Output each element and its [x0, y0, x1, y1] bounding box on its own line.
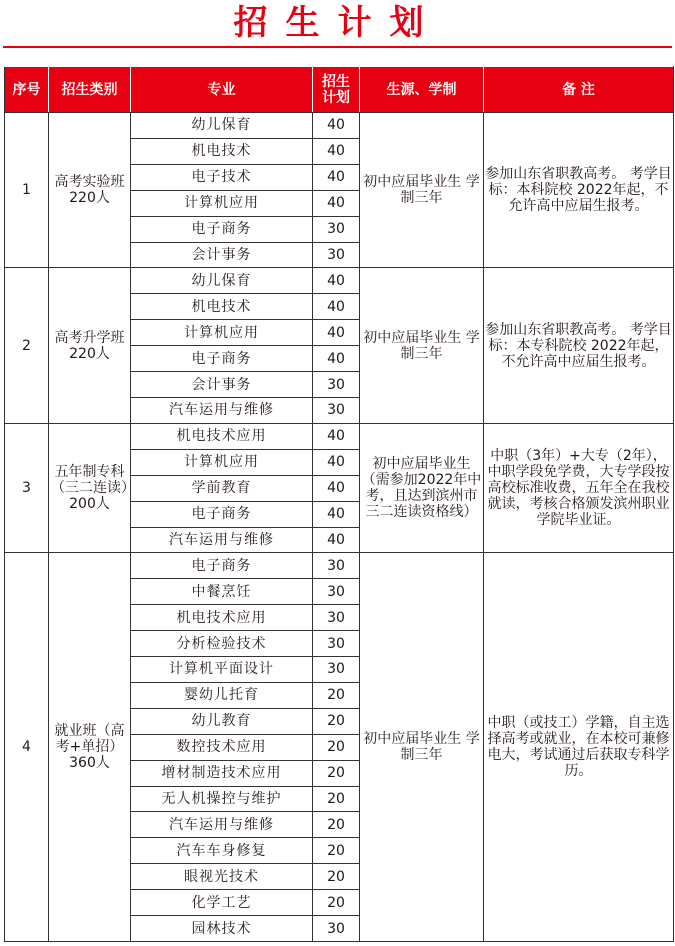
major-quota: 40 [313, 294, 360, 320]
major-name: 中餐烹饪 [131, 579, 313, 605]
major-name: 机电技术 [131, 294, 313, 320]
major-quota: 30 [313, 631, 360, 657]
major-name: 汽车运用与维修 [131, 397, 313, 423]
group-category: 就业班（高考+单招）360人 [49, 553, 131, 942]
major-name: 计算机应用 [131, 449, 313, 475]
major-quota: 20 [313, 890, 360, 916]
group-index: 1 [5, 113, 49, 268]
major-quota: 20 [313, 838, 360, 864]
major-quota: 30 [313, 242, 360, 268]
major-name: 幼儿保育 [131, 113, 313, 139]
major-name: 机电技术应用 [131, 423, 313, 449]
table-header-row [5, 67, 674, 113]
major-quota: 40 [313, 138, 360, 164]
major-quota: 40 [313, 164, 360, 190]
major-quota: 30 [313, 579, 360, 605]
major-name: 婴幼儿托育 [131, 682, 313, 708]
major-quota: 40 [313, 113, 360, 139]
table-row [5, 423, 674, 449]
major-name: 学前教育 [131, 475, 313, 501]
major-name: 眼视光技术 [131, 864, 313, 890]
title-underline [3, 46, 672, 48]
group-category: 高考实验班 220人 [49, 113, 131, 268]
group-source: 初中应届毕业生（需参加2022年中考，且达到滨州市三二连读资格线） [360, 423, 484, 553]
major-name: 计算机应用 [131, 320, 313, 346]
group-index: 3 [5, 423, 49, 553]
major-name: 幼儿保育 [131, 268, 313, 294]
group-source: 初中应届毕业生 学制三年 [360, 268, 484, 423]
major-quota: 20 [313, 734, 360, 760]
page-title: 招生计划 [233, 3, 442, 43]
major-name: 分析检验技术 [131, 631, 313, 657]
major-name: 电子商务 [131, 501, 313, 527]
major-name: 增材制造技术应用 [131, 760, 313, 786]
major-quota: 40 [313, 475, 360, 501]
major-name: 幼儿教育 [131, 708, 313, 734]
major-name: 园林技术 [131, 916, 313, 942]
header-index: 序号 [5, 67, 49, 113]
header-quota: 招生计划 [313, 67, 360, 113]
major-quota: 30 [313, 397, 360, 423]
group-index: 2 [5, 268, 49, 423]
major-name: 电子技术 [131, 164, 313, 190]
header-source: 生源、学制 [360, 67, 484, 113]
major-name: 无人机操控与维护 [131, 786, 313, 812]
major-name: 会计事务 [131, 372, 313, 398]
major-quota: 40 [313, 423, 360, 449]
major-name: 机电技术应用 [131, 605, 313, 631]
enrollment-plan-table [4, 66, 674, 942]
major-name: 机电技术 [131, 138, 313, 164]
group-source: 初中应届毕业生 学制三年 [360, 113, 484, 268]
major-name: 化学工艺 [131, 890, 313, 916]
major-quota: 30 [313, 553, 360, 579]
major-quota: 20 [313, 786, 360, 812]
major-quota: 30 [313, 916, 360, 942]
major-name: 数控技术应用 [131, 734, 313, 760]
major-quota: 40 [313, 320, 360, 346]
header-major: 专业 [131, 67, 313, 113]
major-quota: 40 [313, 449, 360, 475]
table-body [5, 113, 674, 942]
major-name: 电子商务 [131, 553, 313, 579]
major-quota: 40 [313, 501, 360, 527]
table-row [5, 113, 674, 139]
major-quota: 20 [313, 708, 360, 734]
major-quota: 20 [313, 760, 360, 786]
group-note: 参加山东省职教高考。 考学目标：本科院校 2022年起，不允许高中应届生报考。 [484, 113, 674, 268]
major-quota: 30 [313, 657, 360, 683]
group-category: 五年制专科（三二连读）200人 [49, 423, 131, 553]
major-name: 电子商务 [131, 346, 313, 372]
table-row [5, 553, 674, 579]
group-index: 4 [5, 553, 49, 942]
major-quota: 40 [313, 268, 360, 294]
major-quota: 40 [313, 527, 360, 553]
table-row [5, 268, 674, 294]
major-name: 计算机应用 [131, 190, 313, 216]
group-source: 初中应届毕业生 学制三年 [360, 553, 484, 942]
major-name: 电子商务 [131, 216, 313, 242]
major-name: 汽车运用与维修 [131, 527, 313, 553]
major-quota: 40 [313, 190, 360, 216]
major-quota: 20 [313, 812, 360, 838]
header-category: 招生类别 [49, 67, 131, 113]
group-category: 高考升学班 220人 [49, 268, 131, 423]
group-note: 中职（或技工）学籍，自主选择高考或就业，在本校可兼修电大，考试通过后获取专科学历。 [484, 553, 674, 942]
header-note: 备 注 [484, 67, 674, 113]
major-quota: 20 [313, 682, 360, 708]
major-name: 汽车车身修复 [131, 838, 313, 864]
major-quota: 20 [313, 864, 360, 890]
major-name: 会计事务 [131, 242, 313, 268]
major-quota: 40 [313, 346, 360, 372]
group-note: 中职（3年）+大专（2年），中职学段免学费，大专学段按高校标准收费，五年全在我校就读，考核合格颁发滨州职业学院毕业证。 [484, 423, 674, 553]
major-quota: 30 [313, 605, 360, 631]
major-quota: 30 [313, 372, 360, 398]
major-name: 计算机平面设计 [131, 657, 313, 683]
group-note: 参加山东省职教高考。 考学目标：本专科院校 2022年起，不允许高中应届生报考。 [484, 268, 674, 423]
major-quota: 30 [313, 216, 360, 242]
major-name: 汽车运用与维修 [131, 812, 313, 838]
